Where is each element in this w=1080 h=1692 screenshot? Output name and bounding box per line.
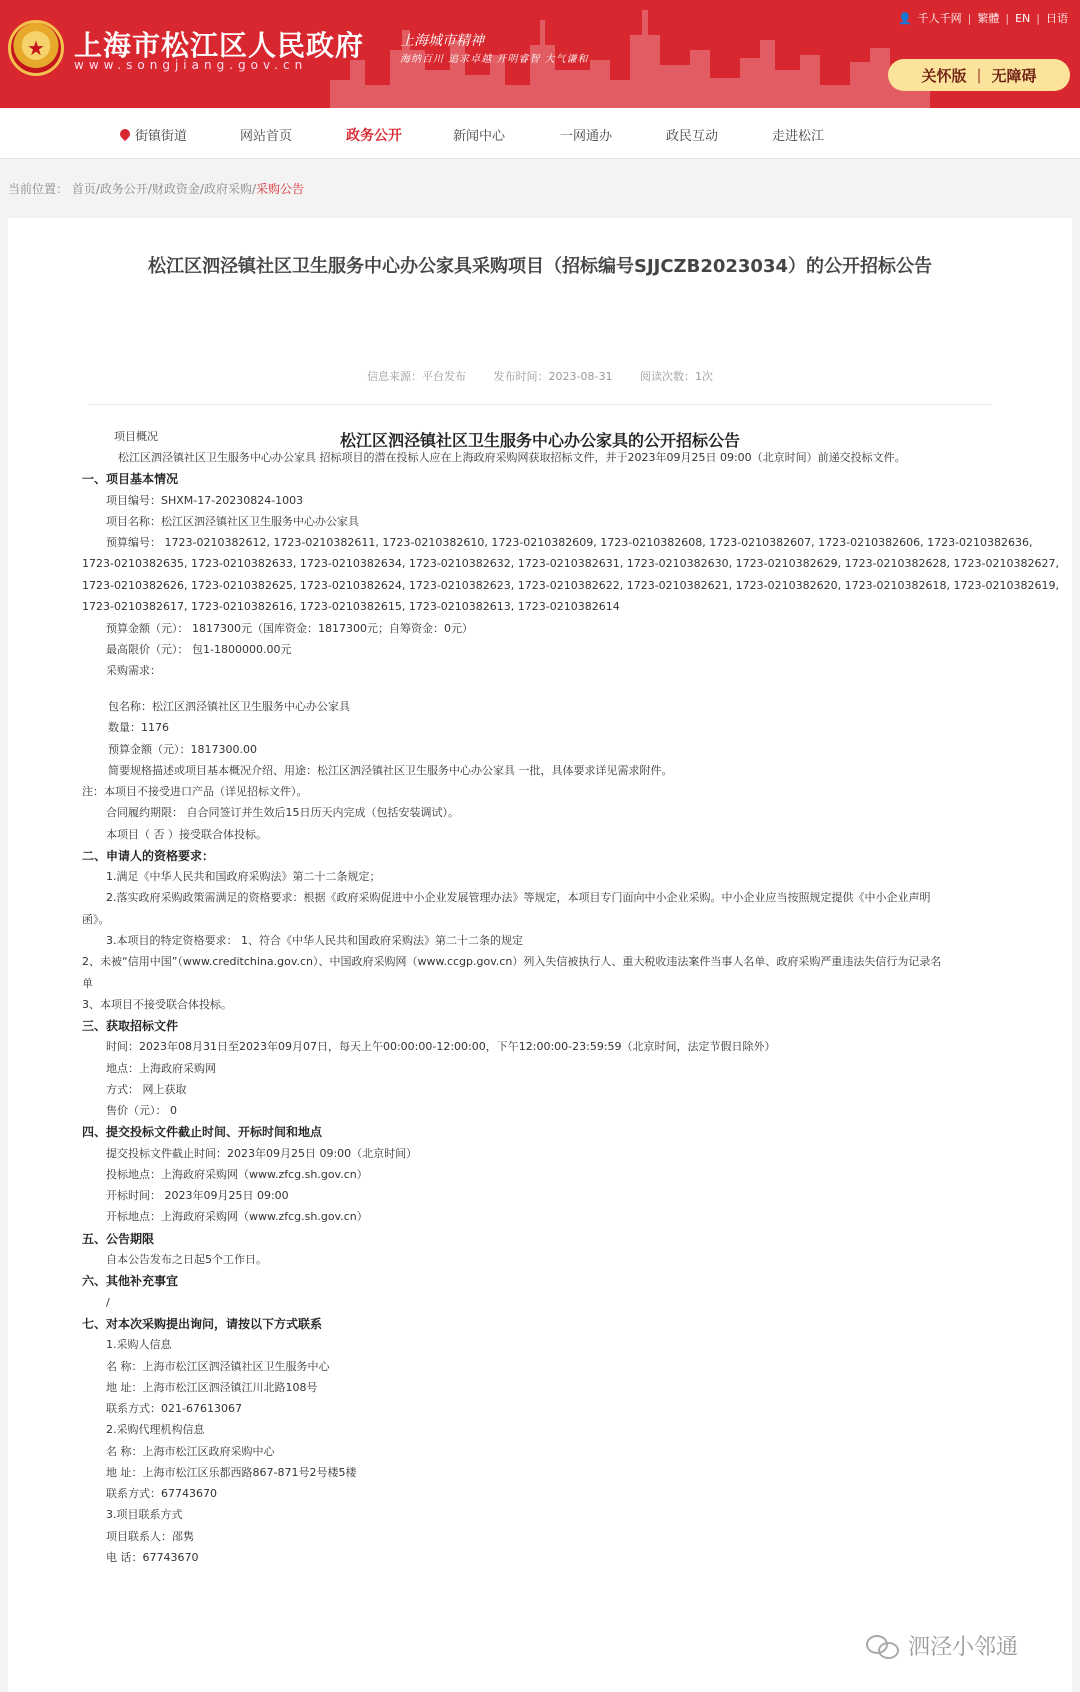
divider: | bbox=[976, 66, 982, 84]
top-link-japanese[interactable]: 日语 bbox=[1046, 12, 1068, 25]
section-heading: 五、公告期限 bbox=[82, 1232, 155, 1246]
top-links bbox=[898, 10, 1068, 26]
care-mode-button[interactable]: 关怀版 bbox=[921, 66, 967, 85]
notice-line: 名 称：上海市松江区泗泾镇社区卫生服务中心 bbox=[106, 1360, 330, 1373]
people-icon[interactable]: 👤 bbox=[897, 11, 912, 25]
publish-time: 发布时间：2023-08-31 bbox=[493, 370, 613, 383]
notice-line: 合同履约期限： 自合同签订并生效后15日历天内完成（包括安装调试）。 bbox=[106, 806, 459, 819]
nav-item-streets[interactable] bbox=[120, 125, 187, 144]
notice-line: 数量：1176 bbox=[108, 721, 169, 734]
info-source: 信息来源：平台发布 bbox=[367, 370, 467, 383]
site-name[interactable]: 上海市松江区人民政府 bbox=[74, 29, 365, 62]
notice-line: 单 bbox=[82, 977, 93, 990]
notice-line: 3、本项目不接受联合体投标。 bbox=[82, 998, 232, 1011]
notice-line: 项目联系人：邵隽 bbox=[106, 1530, 194, 1543]
notice-line: 联系方式：67743670 bbox=[106, 1487, 217, 1500]
notice-line: 1.采购人信息 bbox=[106, 1338, 172, 1351]
notice-line: 注：本项目不接受进口产品（详见招标文件）。 bbox=[82, 785, 308, 798]
location-pin-icon bbox=[118, 127, 132, 141]
nav-item-gov-affairs[interactable]: 政务公开 bbox=[346, 128, 402, 144]
wechat-icon bbox=[866, 1633, 900, 1659]
breadcrumb-current[interactable]: 采购公告 bbox=[256, 182, 305, 196]
breadcrumb-label: 当前位置： bbox=[8, 182, 69, 196]
notice-line: 1723-0210382617, 1723-0210382616, 1723-0210382615, 1723-0210382613, 1723-0210382614 bbox=[82, 600, 620, 613]
notice-line: 松江区泗泾镇社区卫生服务中心办公家具 招标项目的潜在投标人应在上海政府采购网获取招标文件，并于2023年09月25日 09:00（北京时间）前递交投标文件。 bbox=[118, 451, 906, 464]
divider: | bbox=[1036, 11, 1040, 25]
notice-line: 最高限价（元）： 包1-1800000.00元 bbox=[106, 643, 292, 656]
top-link-traditional[interactable]: 繁體 bbox=[977, 12, 1000, 25]
notice-line: 提交投标文件截止时间：2023年09月25日 09:00（北京时间） bbox=[106, 1147, 418, 1160]
notice-line: 售价（元）： 0 bbox=[106, 1104, 177, 1117]
notice-line: 开标时间： 2023年09月25日 09:00 bbox=[106, 1189, 289, 1202]
notice-line: 本项目（ 否 ）接受联合体投标。 bbox=[106, 828, 267, 841]
nav-item-home[interactable]: 网站首页 bbox=[240, 129, 293, 144]
notice-line: 预算编号： 1723-0210382612, 1723-0210382611, 1723-0210382610, 1723-0210382609, 1723-0210382608, 1723-0210382607, 1723-0210382606, 1723-0210382636, bbox=[106, 536, 1033, 549]
top-link-english[interactable]: EN bbox=[1015, 11, 1031, 25]
watermark-text: 泗泾小邻通 bbox=[908, 1635, 1019, 1660]
city-spirit-motto: 海纳百川 追求卓越 开明睿智 大气谦和 bbox=[400, 54, 589, 65]
breadcrumb-path[interactable]: 首页/政务公开/财政资金/政府采购/ bbox=[71, 182, 257, 196]
national-emblem-icon[interactable]: ★ bbox=[8, 20, 64, 76]
article-meta bbox=[8, 368, 1072, 384]
care-accessibility-buttons bbox=[888, 59, 1070, 91]
notice-line: 项目名称：松江区泗泾镇社区卫生服务中心办公家具 bbox=[106, 515, 359, 528]
notice-line: 3.本项目的特定资格要求： 1、符合《中华人民共和国政府采购法》第二十二条的规定 bbox=[106, 934, 523, 947]
notice-line: 简要规格描述或项目基本概况介绍、用途：松江区泗泾镇社区卫生服务中心办公家具 一批，具体要求详见需求附件。 bbox=[108, 764, 673, 777]
top-link-thousand-people[interactable]: 千人千网 bbox=[917, 12, 962, 25]
nav-item-about[interactable]: 走进松江 bbox=[772, 129, 825, 144]
notice-line: 项目概况 bbox=[114, 430, 158, 443]
notice-line: 1723-0210382635, 1723-0210382633, 1723-0210382634, 1723-0210382632, 1723-0210382631, 1723-0210382630, 1723-0210382629, 1723-0210382628, 1723-0210382627, bbox=[82, 557, 1059, 570]
notice-line: 开标地点：上海政府采购网（www.zfcg.sh.gov.cn） bbox=[106, 1210, 368, 1223]
notice-line: 2.落实政府采购政策需满足的资格要求：根据《政府采购促进中小企业发展管理办法》等规定，本项目专门面向中小企业采购。中小企业应当按照规定提供《中小企业声明 bbox=[106, 891, 931, 904]
section-heading: 三、获取招标文件 bbox=[82, 1019, 179, 1033]
notice-line: 预算金额（元）： 1817300元（国库资金：1817300元；自筹资金：0元） bbox=[106, 622, 473, 635]
notice-line: 1.满足《中华人民共和国政府采购法》第二十二条规定； bbox=[106, 870, 381, 883]
notice-line: 预算金额（元）：1817300.00 bbox=[108, 743, 257, 756]
notice-line: 自本公告发布之日起5个工作日。 bbox=[106, 1253, 267, 1266]
notice-line: 地 址：上海市松江区泗泾镇江川北路108号 bbox=[106, 1381, 318, 1394]
notice-line: 1723-0210382626, 1723-0210382625, 1723-0210382624, 1723-0210382623, 1723-0210382622, 1723-0210382621, 1723-0210382620, 1723-0210382618, 1723-0210382619, bbox=[82, 579, 1059, 592]
notice-line: 电 话：67743670 bbox=[106, 1551, 199, 1564]
notice-line: 联系方式：021-67613067 bbox=[106, 1402, 242, 1415]
accessibility-button[interactable]: 无障碍 bbox=[991, 66, 1037, 85]
notice-line: 采购需求： bbox=[106, 664, 161, 677]
notice-line: 函》。 bbox=[82, 913, 110, 926]
section-heading: 一、项目基本情况 bbox=[82, 472, 179, 486]
notice-line: 时间：2023年08月31日至2023年09月07日，每天上午00:00:00-12:00:00，下午12:00:00-23:59:59（北京时间，法定节假日除外） bbox=[106, 1040, 776, 1053]
wechat-watermark bbox=[866, 1630, 1018, 1661]
section-heading: 六、其他补充事宜 bbox=[82, 1274, 179, 1288]
nav-item-news[interactable]: 新闻中心 bbox=[453, 129, 506, 144]
section-heading: 七、对本次采购提出询问，请按以下方式联系 bbox=[82, 1317, 323, 1331]
breadcrumb bbox=[8, 180, 304, 197]
divider: | bbox=[1005, 11, 1010, 25]
notice-line: 2.采购代理机构信息 bbox=[106, 1423, 205, 1436]
notice-line: 项目编号：SHXM-17-20230824-1003 bbox=[106, 494, 304, 507]
notice-line: 投标地点：上海政府采购网（www.zfcg.sh.gov.cn） bbox=[106, 1168, 368, 1181]
notice-line: / bbox=[106, 1296, 110, 1309]
section-heading: 二、申请人的资格要求： bbox=[82, 849, 215, 863]
notice-line: 2、未被“信用中国”（www.creditchina.gov.cn）、中国政府采购网（www.ccgp.gov.cn）列入失信被执行人、重大税收违法案件当事人名单、政府采购严重违法失信行为记录名 bbox=[82, 955, 942, 968]
notice-line: 3.项目联系方式 bbox=[106, 1508, 183, 1521]
view-count: 阅读次数：1次 bbox=[639, 370, 713, 383]
divider bbox=[88, 404, 992, 405]
notice-line: 包名称：松江区泗泾镇社区卫生服务中心办公家具 bbox=[108, 700, 350, 713]
divider: | bbox=[967, 11, 972, 25]
article-card bbox=[8, 218, 1072, 1692]
main-nav bbox=[0, 108, 1080, 159]
notice-line: 地 址：上海市松江区乐都西路867-871号2号楼5楼 bbox=[106, 1466, 357, 1479]
nav-item-label: 街镇街道 bbox=[135, 129, 188, 144]
city-spirit-slogan: 上海城市精神 bbox=[400, 33, 484, 49]
site-header bbox=[0, 0, 1080, 108]
notice-line: 名 称：上海市松江区政府采购中心 bbox=[106, 1445, 275, 1458]
nav-item-online-service[interactable]: 一网通办 bbox=[560, 129, 613, 144]
page-title: 松江区泗泾镇社区卫生服务中心办公家具采购项目（招标编号SJJCZB2023034）的公开招标公告 bbox=[147, 256, 932, 277]
notice-title: 松江区泗泾镇社区卫生服务中心办公家具的公开招标公告 bbox=[339, 431, 740, 450]
nav-item-interaction[interactable]: 政民互动 bbox=[666, 129, 719, 144]
section-heading: 四、提交投标文件截止时间、开标时间和地点 bbox=[82, 1125, 323, 1139]
notice-line: 地点：上海政府采购网 bbox=[106, 1062, 216, 1075]
site-url: www.songjiang.gov.cn bbox=[74, 58, 308, 72]
notice-line: 方式： 网上获取 bbox=[106, 1083, 187, 1096]
